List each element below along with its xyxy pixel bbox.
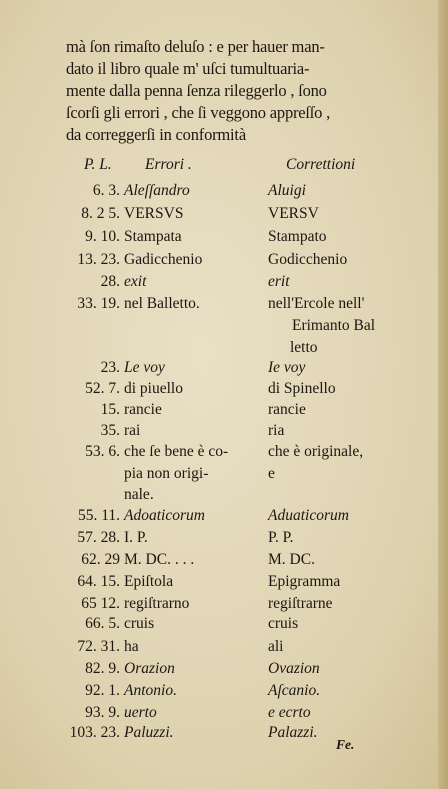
page-line-ref: 8. 2 5. [81,205,120,222]
error-text: exit [124,273,147,290]
page-line-ref: 64. 15. [77,573,120,590]
errata-row [0,527,448,549]
page-line-ref: 53. 6. [85,443,120,460]
errata-row [0,420,448,442]
page-line-ref: 15. [100,401,120,418]
errata-row [0,613,448,635]
page-line-ref: 33. 19. [77,295,120,312]
correction-text: cruis [268,615,299,632]
errata-row [0,249,448,271]
intro-line: mà ſon rimaſto deluſo : e per hauer man- [66,37,325,56]
errata-row [0,505,448,527]
intro-line: mente dalla penna ſenza rileggerlo , ſono [66,81,327,100]
error-text: Orazion [124,660,175,677]
page-line-ref: 62. 29 [81,551,120,568]
error-text: rai [124,422,141,439]
correction-text: e [268,465,275,482]
correction-text: regiſtrarne [268,595,333,612]
errata-row [0,680,448,702]
correction-text: di Spinello [268,380,336,397]
page-line-ref: 13. 23. [77,251,120,268]
intro-line: dato il libro quale m' uſci tumultuaria- [66,59,310,78]
errata-row [0,658,448,680]
errata-row [0,337,448,359]
errata-row [0,441,448,463]
error-text: nale. [124,486,154,503]
errata-row [0,702,448,724]
page-line-ref: 9. 10. [85,228,120,245]
error-text: regiſtrarno [124,595,190,612]
page-line-ref: 66. 5. [85,615,120,632]
errata-row [0,271,448,293]
page-line-ref: 6. 3. [92,182,120,199]
correction-text: M. DC. [268,551,315,568]
error-text: Gadicchenio [124,251,203,268]
error-text: nel Balletto. [124,295,200,312]
page-line-ref: 35. [100,422,120,439]
page-line-ref: 28. [100,273,120,290]
intro-line: da correggerſi in conformità [66,125,246,144]
errata-row [0,378,448,400]
correction-text: che è originale, [268,443,364,460]
page-line-ref: 92. 1. [85,682,120,699]
page-line-ref: 55. 11. [77,507,120,524]
page-line-ref: 72. 31. [77,638,120,655]
error-text: Epiſtola [124,573,174,590]
errata-row [0,549,448,571]
page-line-ref: 23. [100,359,120,376]
intro-paragraph [66,36,406,146]
error-text: Adoaticorum [124,507,205,524]
correction-text: e ecrto [268,704,311,721]
correction-text: Erimanto Bal [292,317,376,334]
page-line-ref: 57. 28. [77,529,120,546]
correction-text: ria [268,422,285,439]
error-text: Stampata [124,228,182,245]
error-text: Antonio. [124,682,177,699]
errata-row [0,399,448,421]
page-line-ref: 82. 9. [85,660,120,677]
correction-text: Ovazion [268,660,320,677]
errata-row [0,636,448,658]
error-text: cruis [124,615,155,632]
errata-row [0,722,448,744]
column-heading-errors: Errori . [145,156,192,173]
errata-row [0,357,448,379]
error-text: Paluzzi. [124,724,174,741]
errata-row [0,484,448,506]
correction-text: Stampato [268,228,327,245]
error-text: di piuello [124,380,183,397]
error-text: che ſe bene è co- [124,443,229,460]
error-text: pia non origi- [124,465,209,482]
correction-text: letto [290,339,318,356]
errata-row [0,293,448,315]
column-heading-pages: P. L. [84,156,112,173]
page-line-ref: 52. 7. [85,380,120,397]
correction-text: Ie voy [268,359,306,376]
error-text: VERSVS [124,205,184,222]
error-text: uerto [124,704,157,721]
correction-text: P. P. [268,529,294,546]
error-text: rancie [124,401,162,418]
correction-text: Aluigi [268,182,306,199]
errata-row [0,593,448,615]
page-line-ref: 103. 23. [69,724,120,741]
error-text: Aleſſandro [124,182,190,199]
errata-row [0,315,448,337]
correction-text: rancie [268,401,306,418]
correction-text: Aduaticorum [268,507,349,524]
errata-row [0,463,448,485]
intro-line: ſcorſi gli errori , che ſi veggono appreſſo , [66,103,331,122]
errata-row [0,180,448,202]
column-heading-corrections: Correttioni [286,156,356,173]
errata-row [0,226,448,248]
error-text: ha [124,638,139,655]
correction-text: nell'Ercole nell' [268,295,365,312]
correction-text: erit [268,273,290,290]
error-text: Le voy [124,359,165,376]
correction-text: VERSV [268,205,319,222]
page-line-ref: 65 12. [81,595,120,612]
error-text: I. P. [124,529,148,546]
correction-text: Aſcanio. [268,682,321,699]
correction-text: Palazzi. [268,724,318,741]
error-text: M. DC. . . . [124,551,195,568]
correction-text: Godicchenio [268,251,348,268]
errata-row [0,203,448,225]
errata-row [0,571,448,593]
page-line-ref: 93. 9. [85,704,120,721]
correction-text: ali [268,638,284,655]
correction-text: Epigramma [268,573,341,590]
catchword: Fe. [336,737,355,752]
